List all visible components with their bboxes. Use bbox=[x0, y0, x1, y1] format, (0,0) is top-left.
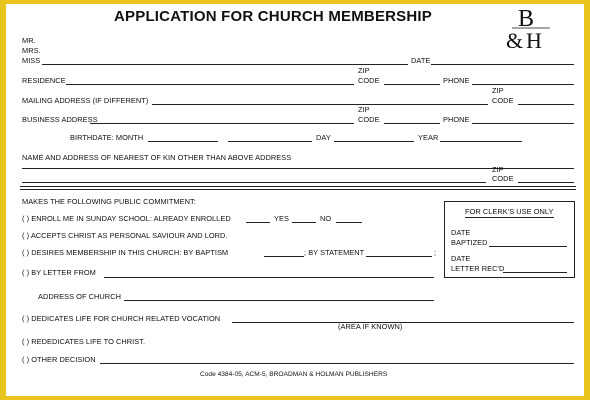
clerk-use-box bbox=[444, 201, 575, 278]
mailing-address-field[interactable] bbox=[152, 104, 488, 105]
label-birthdate-month: BIRTHDATE: MONTH bbox=[70, 133, 144, 142]
yes-blank[interactable] bbox=[292, 222, 316, 223]
label-phone: PHONE bbox=[443, 115, 470, 124]
clerk-heading: FOR CLERK'S USE ONLY bbox=[465, 207, 554, 216]
label-zip: ZIP bbox=[358, 66, 370, 75]
membership-card bbox=[6, 4, 584, 396]
business-phone-field[interactable] bbox=[472, 123, 574, 124]
label-day: DAY bbox=[316, 133, 331, 142]
label-zip: ZIP bbox=[358, 105, 370, 114]
label-business-address: BUSINESS ADDRESS bbox=[22, 115, 98, 124]
svg-text:B: B bbox=[518, 6, 535, 32]
next-of-kin-zip-field[interactable] bbox=[518, 182, 574, 183]
clerk-date-2: DATE bbox=[451, 254, 471, 263]
statement-blank[interactable] bbox=[366, 256, 432, 257]
label-area-if-known: (AREA IF KNOWN) bbox=[338, 322, 403, 331]
label-by-statement[interactable]: ; BY STATEMENT bbox=[304, 248, 365, 257]
residence-field[interactable] bbox=[66, 84, 354, 85]
mailing-zip-field[interactable] bbox=[518, 104, 574, 105]
birth-day-field[interactable] bbox=[334, 141, 414, 142]
date-field[interactable] bbox=[431, 64, 574, 65]
letter-from-field[interactable] bbox=[104, 277, 434, 278]
label-code: CODE bbox=[358, 115, 380, 124]
label-mr: MR. bbox=[22, 36, 36, 45]
label-miss: MISS bbox=[22, 56, 41, 65]
label-code: CODE bbox=[492, 174, 514, 183]
business-address-field[interactable] bbox=[90, 123, 354, 124]
label-no[interactable]: NO bbox=[320, 214, 332, 223]
section-divider bbox=[20, 186, 576, 190]
option-desires-membership[interactable]: ( ) DESIRES MEMBERSHIP IN THIS CHURCH: BY BAPTISM bbox=[22, 248, 229, 257]
option-other-decision[interactable]: ( ) OTHER DECISION bbox=[22, 355, 96, 364]
label-mrs: MRS. bbox=[22, 46, 41, 55]
other-decision-field[interactable] bbox=[100, 363, 574, 364]
clerk-letter-recd: LETTER REC'D bbox=[451, 264, 505, 273]
birth-month-field-extra[interactable] bbox=[228, 141, 312, 142]
svg-text:H: H bbox=[526, 28, 542, 52]
business-zip-field[interactable] bbox=[384, 123, 440, 124]
option-rededicates[interactable]: ( ) REDEDICATES LIFE TO CHRIST. bbox=[22, 337, 146, 346]
church-address-field[interactable] bbox=[124, 300, 434, 301]
clerk-date-1: DATE bbox=[451, 228, 471, 237]
option-by-letter[interactable]: ( ) BY LETTER FROM bbox=[22, 268, 96, 277]
option-accepts-christ[interactable]: ( ) ACCEPTS CHRIST AS PERSONAL SAVIOUR AND LORD. bbox=[22, 231, 228, 240]
label-yes[interactable]: YES bbox=[274, 214, 289, 223]
statement-semicolon: ; bbox=[434, 248, 437, 257]
vocation-field[interactable] bbox=[232, 322, 574, 323]
clerk-baptized-field[interactable] bbox=[489, 246, 567, 247]
clerk-letter-field[interactable] bbox=[503, 272, 567, 273]
form-title: APPLICATION FOR CHURCH MEMBERSHIP bbox=[114, 8, 432, 25]
label-mailing-address: MAILING ADDRESS (IF DIFFERENT) bbox=[22, 96, 149, 105]
label-date: DATE bbox=[411, 56, 431, 65]
publisher-logo-icon bbox=[504, 4, 556, 52]
option-dedicates-life[interactable]: ( ) DEDICATES LIFE FOR CHURCH RELATED VOCATION bbox=[22, 314, 221, 323]
label-code: CODE bbox=[492, 96, 514, 105]
label-phone: PHONE bbox=[443, 76, 470, 85]
label-zip: ZIP bbox=[492, 165, 504, 174]
footer-code: Code 4384-05, ACM-5, BROADMAN & HOLMAN PUBLISHERS bbox=[200, 371, 388, 378]
enrolled-blank[interactable] bbox=[246, 222, 270, 223]
label-next-of-kin: NAME AND ADDRESS OF NEAREST OF KIN OTHER THAN ABOVE ADDRESS bbox=[22, 153, 292, 162]
next-of-kin-line-2[interactable] bbox=[22, 182, 486, 183]
label-zip: ZIP bbox=[492, 86, 504, 95]
birth-month-field[interactable] bbox=[148, 141, 218, 142]
label-address-of-church: ADDRESS OF CHURCH bbox=[38, 292, 121, 301]
baptism-blank[interactable] bbox=[264, 256, 304, 257]
name-field[interactable] bbox=[42, 64, 408, 65]
clerk-baptized: BAPTIZED bbox=[451, 238, 488, 247]
label-year: YEAR bbox=[418, 133, 439, 142]
label-residence: RESIDENCE bbox=[22, 76, 66, 85]
residence-phone-field[interactable] bbox=[472, 84, 574, 85]
svg-text:&: & bbox=[506, 28, 524, 52]
birth-year-field[interactable] bbox=[440, 141, 522, 142]
no-blank[interactable] bbox=[336, 222, 362, 223]
commitment-heading: MAKES THE FOLLOWING PUBLIC COMMITMENT: bbox=[22, 197, 196, 206]
residence-zip-field[interactable] bbox=[384, 84, 440, 85]
option-sunday-school[interactable]: ( ) ENROLL ME IN SUNDAY SCHOOL: ALREADY ENROLLED bbox=[22, 214, 231, 223]
label-code: CODE bbox=[358, 76, 380, 85]
